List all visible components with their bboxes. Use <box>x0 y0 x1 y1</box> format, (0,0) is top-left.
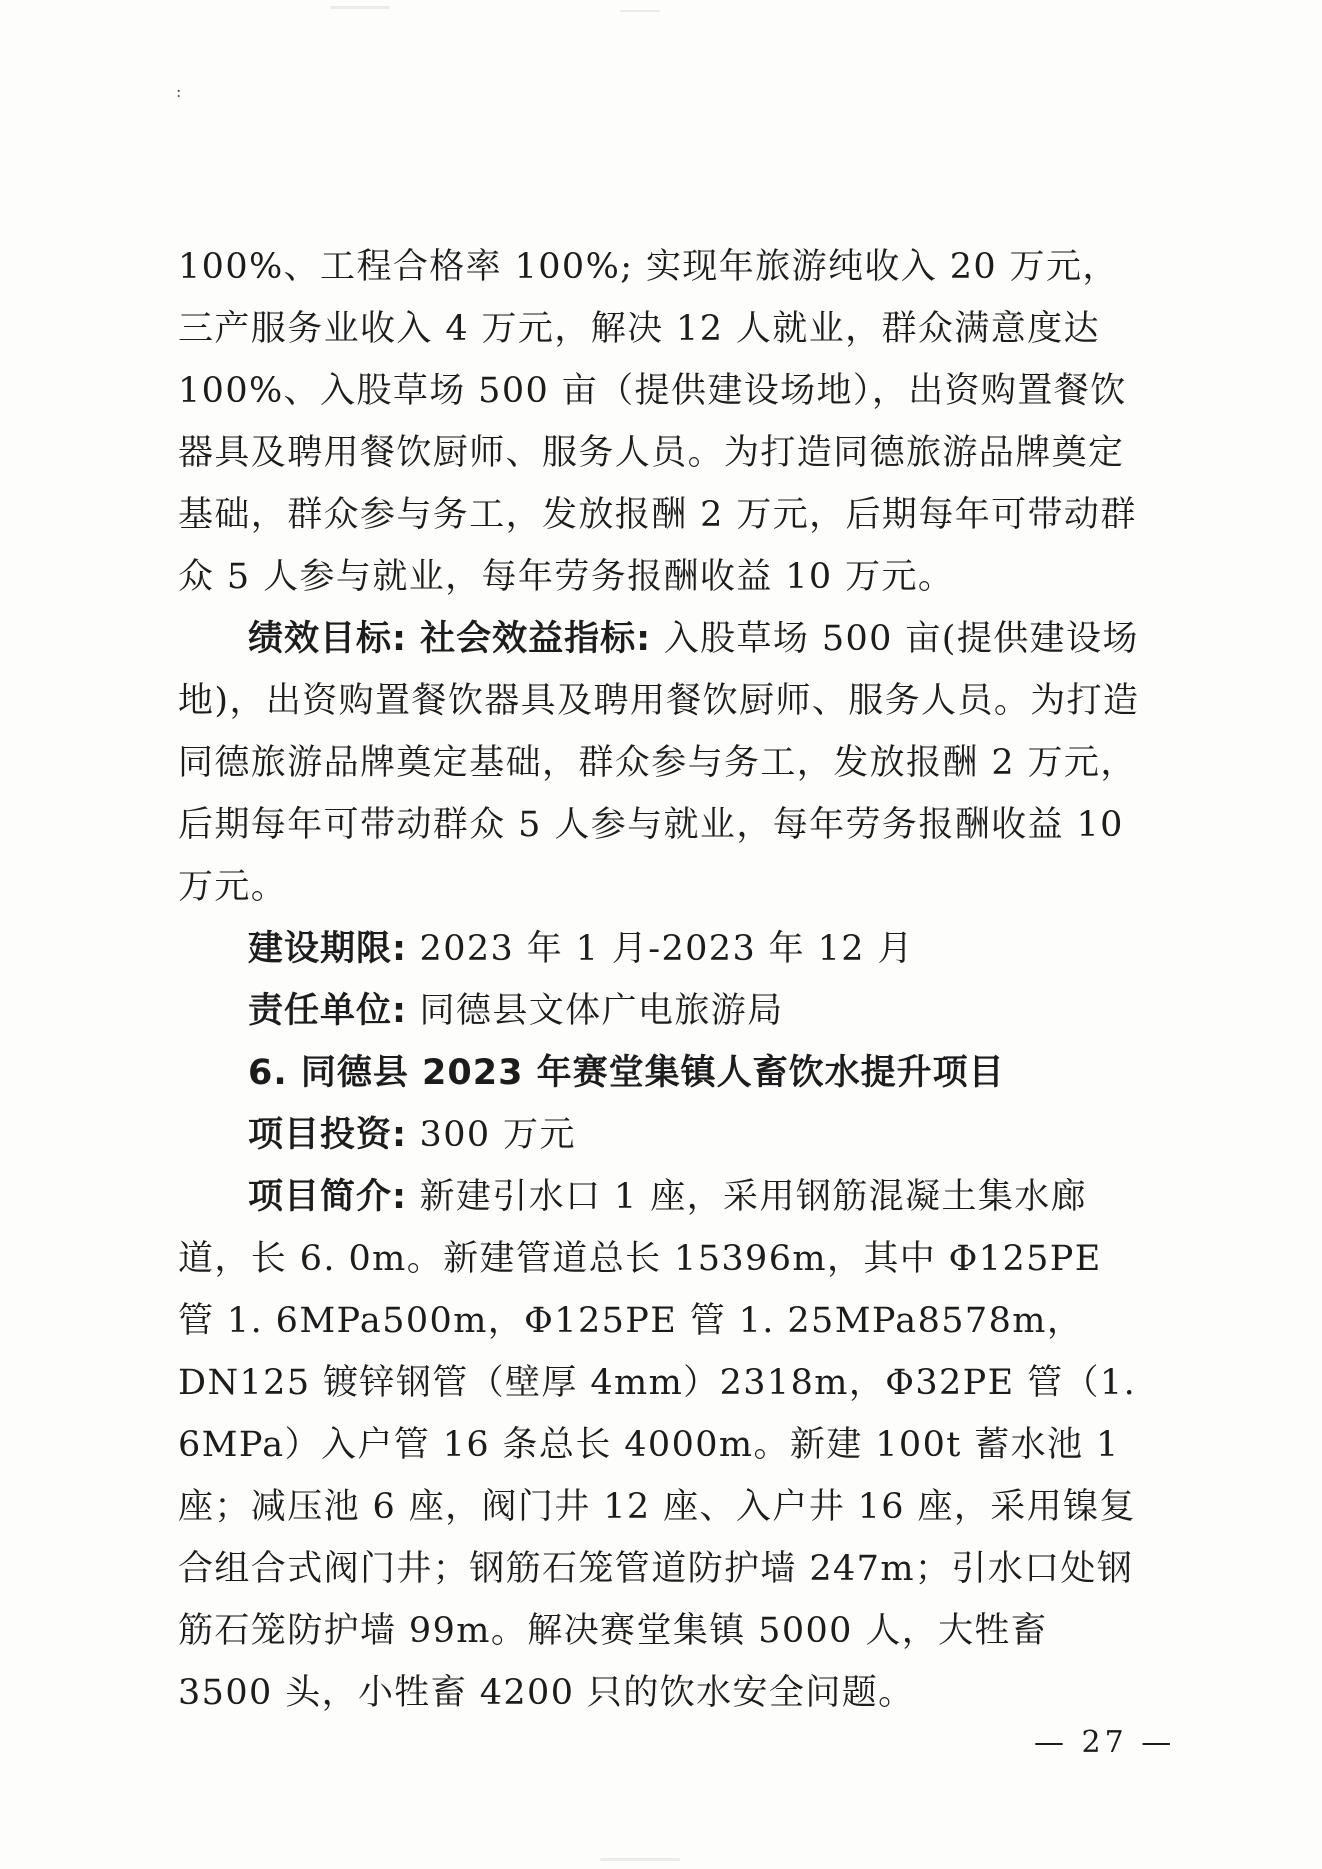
margin-mark: : <box>176 82 182 101</box>
project-heading: 6. 同德县 2023 年赛堂集镇人畜饮水提升项目 <box>248 1053 1005 1093</box>
performance-goal-text: 入股草场 500 亩(提供建设场地)，出资购置餐饮器具及聘用餐饮厨师、服务人员。为打造同德旅游品牌奠定基础，群众参与务工，发放报酬 2 万元，后期每年可带动群众 5 人参与就业，每年劳务报酬收益 10 万元。 <box>178 619 1140 907</box>
responsible-unit-label: 责任单位: <box>248 991 407 1031</box>
paragraph-project-summary <box>178 1166 1146 1724</box>
performance-goal-label: 绩效目标: 社会效益指标: <box>248 619 652 659</box>
paragraph-project-investment <box>178 1104 1146 1166</box>
construction-period-text: 2023 年 1 月-2023 年 12 月 <box>407 929 914 969</box>
project-investment-label: 项目投资: <box>248 1115 407 1155</box>
project-summary-label: 项目简介: <box>248 1177 407 1217</box>
page-number: — 27 — <box>1034 1725 1176 1760</box>
paragraph-performance-goal <box>178 608 1146 918</box>
scan-artifact <box>600 1858 680 1861</box>
paragraph-construction-period <box>178 918 1146 980</box>
project-investment-text: 300 万元 <box>407 1115 576 1155</box>
construction-period-label: 建设期限: <box>248 929 407 969</box>
responsible-unit-text: 同德县文体广电旅游局 <box>407 991 784 1031</box>
scan-artifact <box>620 10 660 12</box>
document-body <box>178 236 1146 1724</box>
paragraph-continued: 100%、工程合格率 100%; 实现年旅游纯收入 20 万元，三产服务业收入 4 万元，解决 12 人就业，群众满意度达 100%、入股草场 500 亩（提供建设场地），出资购置餐饮器具及聘用餐饮厨师、服务人员。为打造同德旅游品牌奠定基础，群众参与务工，发放报酬 2 万元，后期每年可带动群众 5 人参与就业，每年劳务报酬收益 10 万元。 <box>178 247 1137 597</box>
scan-artifact <box>330 6 390 9</box>
paragraph-responsible-unit <box>178 980 1146 1042</box>
project-summary-text: 新建引水口 1 座，采用钢筋混凝土集水廊道，长 6. 0m。新建管道总长 15396m，其中 Φ125PE 管 1. 6MPa500m，Φ125PE 管 1. 25MPa8578m，DN125 镀锌钢管（壁厚 4mm）2318m，Φ32PE 管（1. 6MPa）入户管 16 条总长 4000m。新建 100t 蓄水池 1 座；减压池 6 座，阀门井 12 座、入户井 16 座，采用镍复合组合式阀门井；钢筋石笼管道防护墙 247m；引水口处钢筋石笼防护墙 99m。解决赛堂集镇 5000 人，大牲畜 3500 头，小牲畜 4200 只的饮水安全问题。 <box>178 1177 1137 1713</box>
